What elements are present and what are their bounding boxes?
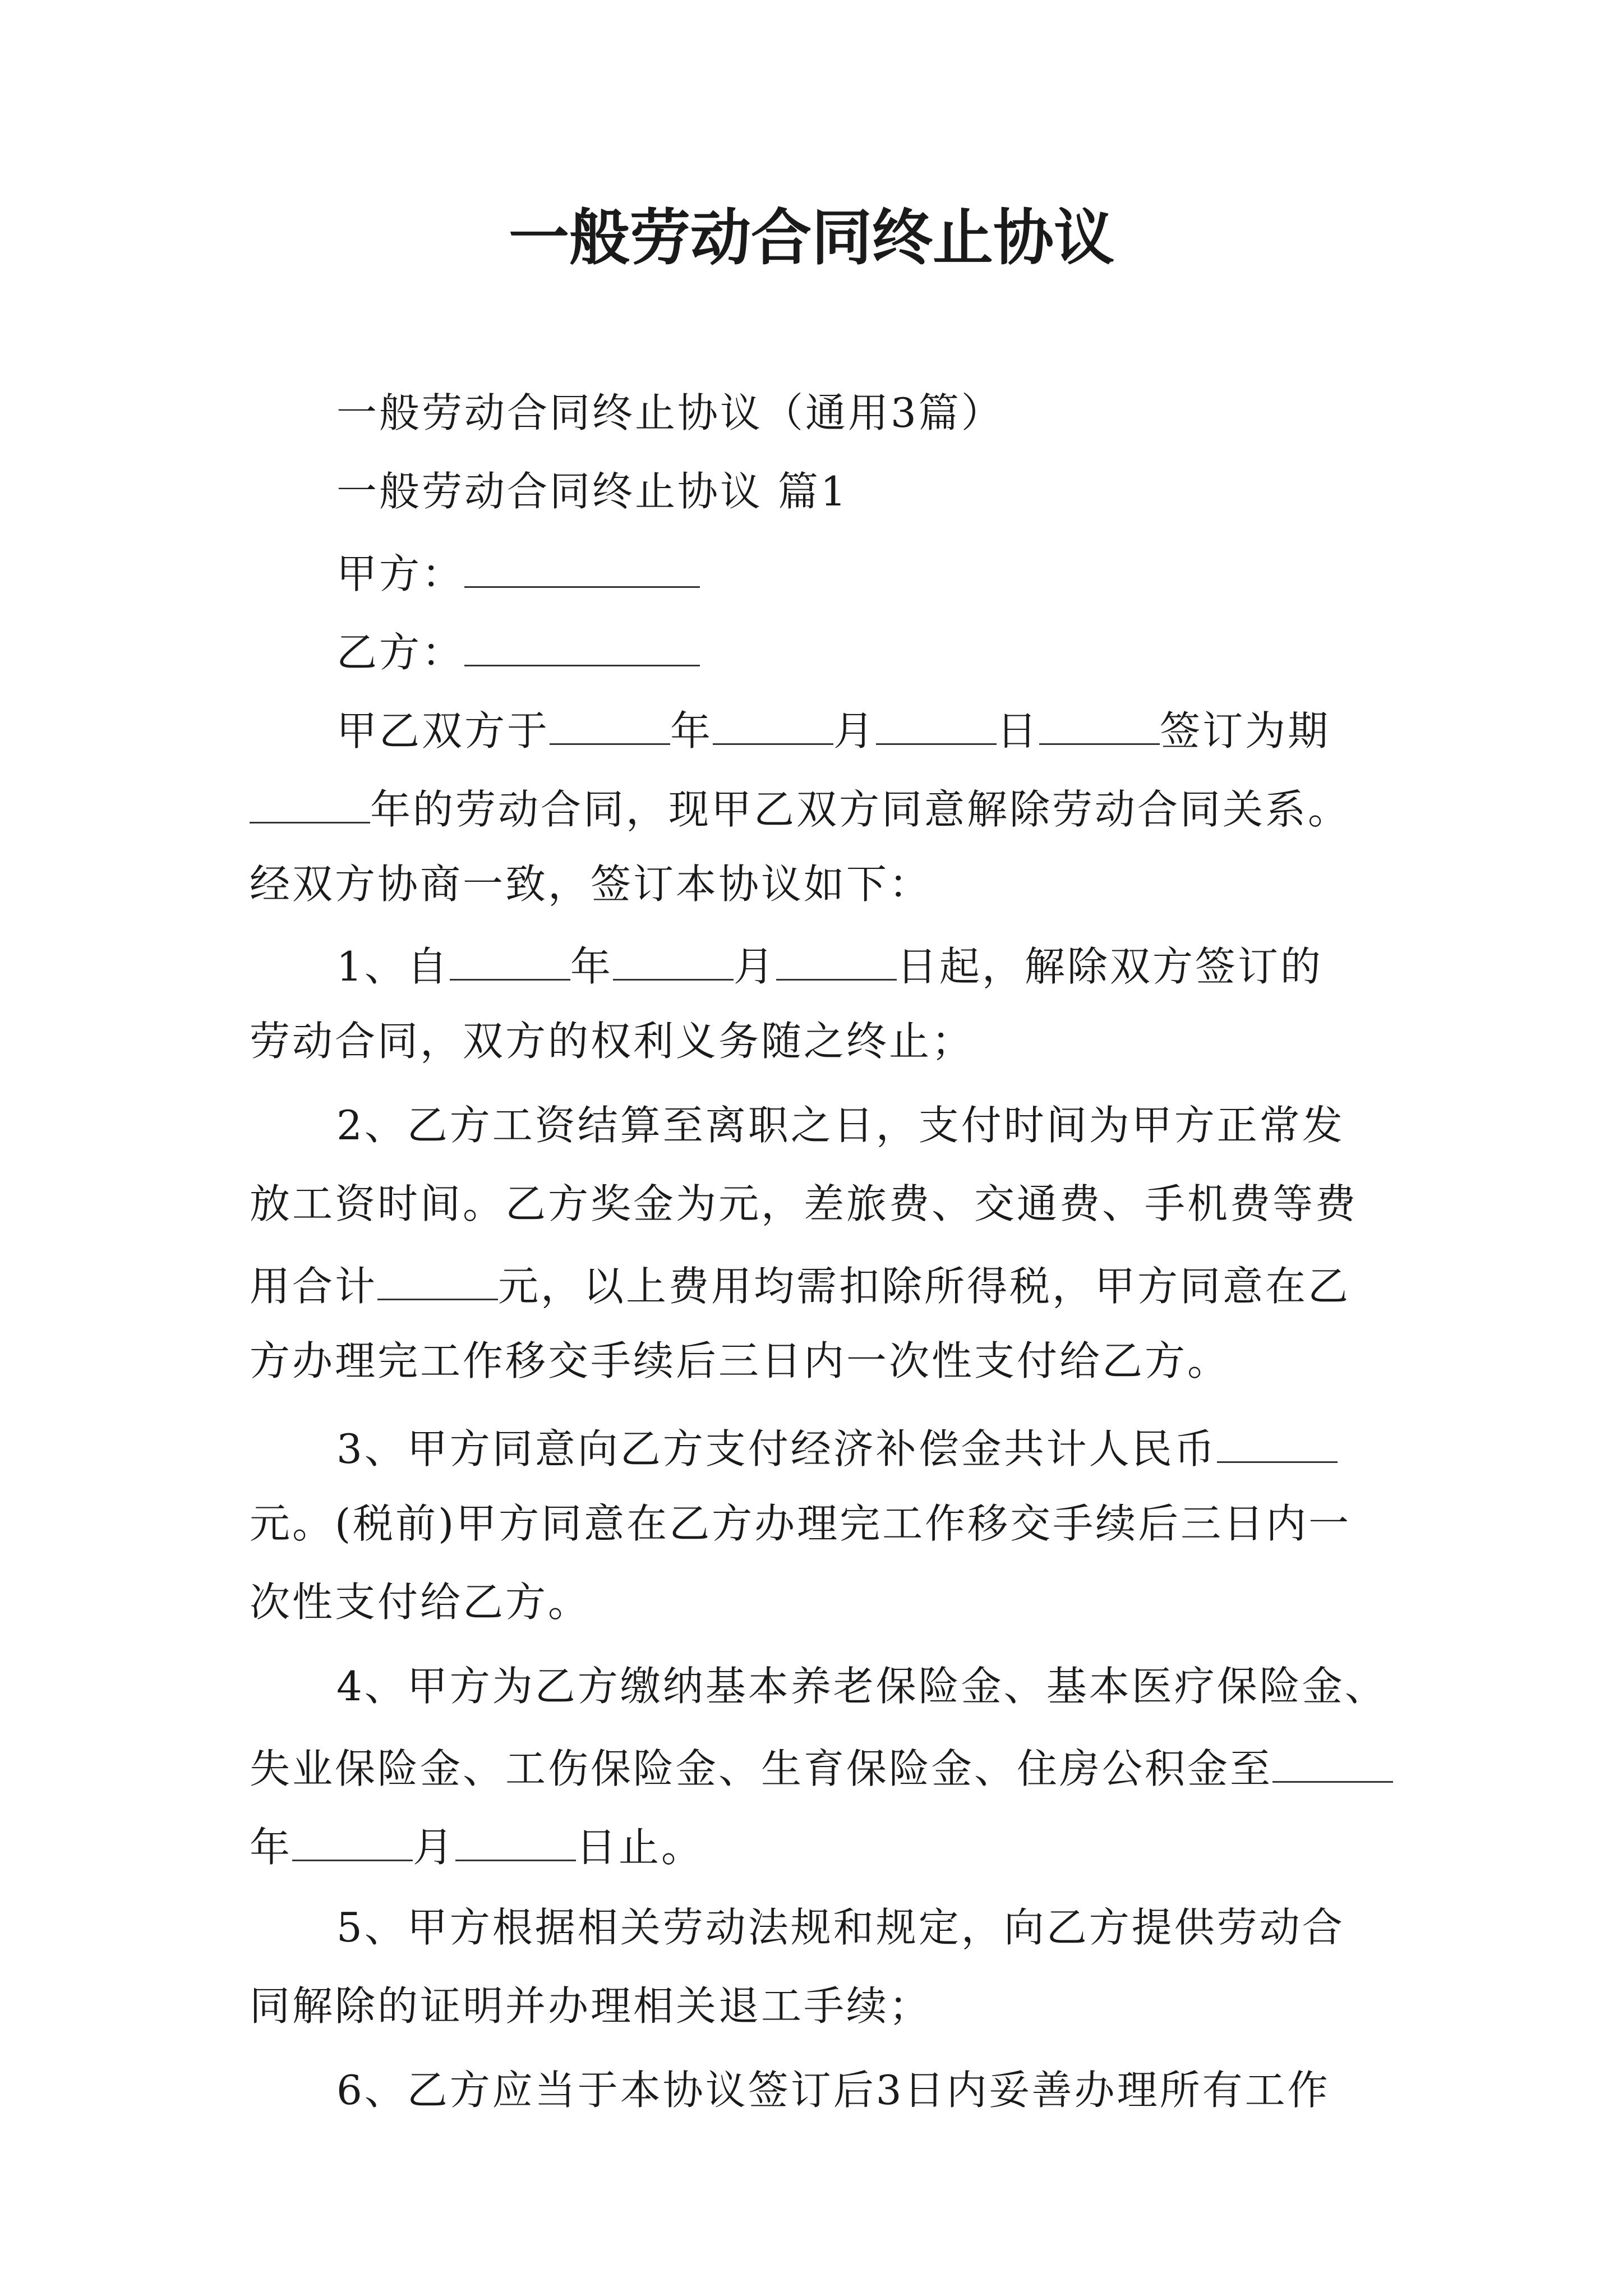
clause-4-line-3: [250, 1823, 704, 1871]
party-a-label: 甲方：: [336, 550, 465, 597]
year-label: 年: [670, 707, 713, 754]
month-label: 月: [413, 1823, 456, 1871]
blank-field[interactable]: [292, 1823, 413, 1861]
party-b-blank[interactable]: [464, 628, 700, 666]
clause-text: 元，以上费用均需扣除所得税，甲方同意在乙: [498, 1262, 1351, 1310]
blank-field[interactable]: [550, 707, 670, 745]
subtitle: 一般劳动合同终止协议（通用3篇）: [336, 389, 1004, 436]
clause-3-line-1: [336, 1425, 1338, 1473]
party-b-label: 乙方：: [336, 628, 465, 676]
clause-text: 日起，解除双方签订的: [896, 942, 1323, 990]
intro-line-1: [336, 707, 1331, 754]
blank-field[interactable]: [455, 1823, 576, 1861]
document-title: 一般劳动合同终止协议: [508, 203, 1114, 273]
blank-field[interactable]: [776, 942, 897, 981]
clause-text: 1、自: [336, 942, 450, 990]
clause-4-line-2: [250, 1745, 1393, 1792]
party-a-line: [336, 550, 700, 597]
clause-2-line-3: [250, 1262, 1351, 1310]
party-a-blank[interactable]: [464, 550, 700, 588]
blank-field[interactable]: [250, 785, 370, 823]
clause-6-line-1: 6、乙方应当于本协议签订后3日内妥善办理所有工作: [336, 2067, 1330, 2114]
section-heading: 一般劳动合同终止协议 篇1: [336, 468, 849, 515]
blank-field[interactable]: [713, 707, 833, 745]
clause-text: 用合计: [250, 1262, 378, 1310]
clause-2-line-1: 2、乙方工资结算至离职之日，支付时间为甲方正常发: [336, 1102, 1345, 1149]
clause-2-line-4: 方办理完工作移交手续后三日内一次性支付给乙方。: [250, 1337, 1230, 1384]
clause-5-line-2: 同解除的证明并办理相关退工手续；: [250, 1982, 932, 2030]
blank-field[interactable]: [876, 707, 997, 745]
blank-field[interactable]: [1039, 707, 1160, 745]
clause-text: 失业保险金、工伤保险金、生育保险金、住房公积金至: [250, 1745, 1273, 1792]
intro-text: 年的劳动合同，现甲乙双方同意解除劳动合同关系。: [370, 785, 1351, 833]
year-label: 年: [570, 942, 613, 990]
clause-text: 日止。: [576, 1823, 704, 1871]
clause-3-line-3: 次性支付给乙方。: [250, 1579, 591, 1626]
blank-field[interactable]: [1272, 1745, 1393, 1783]
day-label: 日: [997, 707, 1040, 754]
clause-5-line-1: 5、甲方根据相关劳动法规和规定，向乙方提供劳动合: [336, 1904, 1345, 1951]
blank-field[interactable]: [1217, 1425, 1338, 1463]
blank-field[interactable]: [450, 942, 570, 981]
intro-text: 甲乙双方于: [336, 707, 550, 754]
intro-line-2: [250, 785, 1351, 833]
clause-text: 3、甲方同意向乙方支付经济补偿金共计人民币: [336, 1425, 1217, 1473]
intro-text: 签订为期: [1160, 707, 1331, 754]
intro-line-3: 经双方协商一致，签订本协议如下：: [250, 861, 932, 908]
month-label: 月: [833, 707, 877, 754]
month-label: 月: [733, 942, 776, 990]
blank-field[interactable]: [377, 1262, 498, 1300]
clause-2-line-2: 放工资时间。乙方奖金为元，差旅费、交通费、手机费等费: [250, 1180, 1358, 1227]
clause-1-line-2: 劳动合同，双方的权利义务随之终止；: [250, 1018, 975, 1065]
year-label: 年: [250, 1823, 293, 1871]
clause-1-line-1: [336, 942, 1323, 990]
blank-field[interactable]: [613, 942, 734, 981]
party-b-line: [336, 628, 700, 676]
clause-4-line-1: 4、甲方为乙方缴纳基本养老保险金、基本医疗保险金、: [336, 1663, 1387, 1710]
clause-3-line-2: 元。(税前)甲方同意在乙方办理完工作移交手续后三日内一: [250, 1500, 1352, 1547]
